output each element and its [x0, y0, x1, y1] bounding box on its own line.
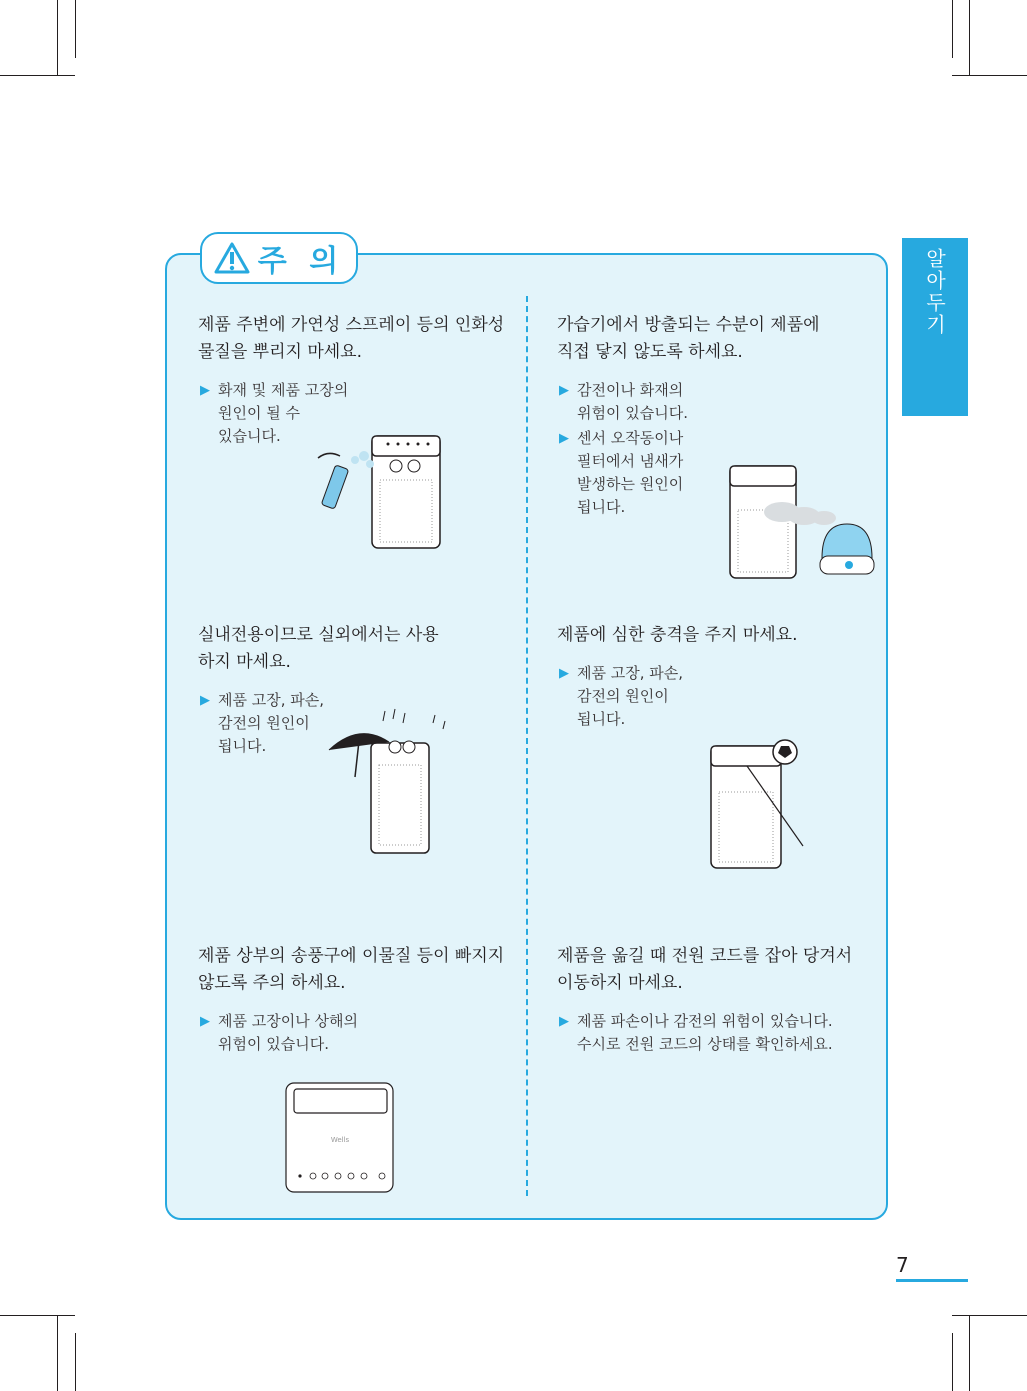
bullet-line: 됩니다. — [577, 498, 626, 516]
bullet-line: 됩니다. — [577, 710, 626, 728]
heading-line: 물질을 뿌리지 마세요. — [198, 342, 363, 362]
bullet-item — [557, 379, 867, 425]
crop-mark — [0, 75, 75, 76]
heading-line: 제품 상부의 송풍구에 이물질 등이 빠지지 — [198, 946, 505, 966]
device-logo: Wells — [330, 1136, 350, 1144]
heading-line: 제품 주변에 가연성 스프레이 등의 인화성 — [198, 315, 505, 335]
bullet-line: 감전이나 화재의 — [577, 381, 684, 399]
bullet-line: 발생하는 원인이 — [577, 475, 684, 493]
section-heading — [557, 943, 877, 997]
section-heading — [557, 622, 867, 649]
crop-mark — [969, 1315, 970, 1391]
purifier-top-view-illustration — [285, 1082, 395, 1194]
caution-title: 주 의 — [257, 244, 345, 279]
crop-mark — [57, 0, 58, 75]
bullet-line: 감전의 원인이 — [577, 687, 669, 705]
section-heading — [557, 312, 867, 366]
bullet-line: 제품 고장, 파손, — [577, 664, 684, 682]
crop-mark — [952, 1315, 1027, 1316]
heading-line: 가습기에서 방출되는 수분이 제품에 — [557, 315, 820, 335]
caution-item-top-vent — [198, 943, 508, 1056]
bullet-line: 제품 고장이나 상해의 — [218, 1012, 358, 1030]
bullet-line: 제품 파손이나 감전의 위험이 있습니다. — [577, 1012, 833, 1030]
caution-item-impact — [557, 622, 867, 731]
caution-item-power-cord — [557, 943, 877, 1056]
caution-title-tab — [200, 232, 358, 284]
crop-mark — [75, 0, 76, 58]
crop-mark — [57, 1315, 58, 1391]
bullet-arrow-icon: ▶ — [559, 666, 569, 681]
heading-line: 하지 마세요. — [198, 652, 291, 672]
page-number: 7 — [896, 1253, 909, 1277]
section-heading — [198, 622, 508, 676]
bullet-arrow-icon: ▶ — [200, 383, 210, 398]
bullet-line: 감전의 원인이 — [218, 714, 310, 732]
bullet-line: 원인이 될 수 — [218, 404, 300, 422]
bullet-item — [198, 1010, 508, 1056]
bullet-line: 센서 오작동이나 — [577, 429, 684, 447]
crop-mark — [952, 75, 1027, 76]
side-tab-label: 알아두기 — [922, 248, 947, 336]
heading-line: 않도록 주의 하세요. — [198, 973, 346, 993]
bullet-line: 화재 및 제품 고장의 — [218, 381, 349, 399]
heading-line: 제품을 옮길 때 전원 코드를 잡아 당겨서 — [557, 946, 853, 966]
bullet-line: 위험이 있습니다. — [218, 1035, 329, 1053]
spray-on-purifier-illustration — [310, 428, 450, 553]
column-divider — [526, 296, 528, 1196]
page-number-underline — [896, 1279, 968, 1282]
crop-mark — [969, 0, 970, 75]
bullet-line: 제품 고장, 파손, — [218, 691, 325, 709]
humidifier-mist-illustration — [712, 460, 877, 580]
crop-mark — [952, 1333, 953, 1391]
bullet-line: 위험이 있습니다. — [577, 404, 688, 422]
crop-mark — [0, 1315, 75, 1316]
heading-line: 직접 닿지 않도록 하세요. — [557, 342, 743, 362]
bullet-arrow-icon: ▶ — [200, 1014, 210, 1029]
bullet-arrow-icon: ▶ — [200, 693, 210, 708]
section-heading — [198, 312, 508, 366]
outdoor-rain-illustration — [325, 705, 460, 855]
heading-line: 제품에 심한 충격을 주지 마세요. — [557, 625, 798, 645]
bullet-line: 필터에서 냄새가 — [577, 452, 684, 470]
bullet-arrow-icon: ▶ — [559, 383, 569, 398]
bullet-line: 수시로 전원 코드의 상태를 확인하세요. — [577, 1035, 833, 1053]
bullet-line: 됩니다. — [218, 737, 267, 755]
section-heading — [198, 943, 508, 997]
heading-line: 이동하지 마세요. — [557, 973, 683, 993]
bullet-arrow-icon: ▶ — [559, 1014, 569, 1029]
bullet-arrow-icon: ▶ — [559, 431, 569, 446]
crop-mark — [952, 0, 953, 58]
bullet-item — [557, 1010, 877, 1056]
bullet-line: 있습니다. — [218, 427, 281, 445]
crop-mark — [75, 1333, 76, 1391]
bullet-item — [557, 662, 867, 731]
heading-line: 실내전용이므로 실외에서는 사용 — [198, 625, 439, 645]
warning-icon — [214, 241, 250, 275]
side-section-tab — [902, 238, 968, 416]
ball-impact-illustration — [705, 722, 810, 872]
